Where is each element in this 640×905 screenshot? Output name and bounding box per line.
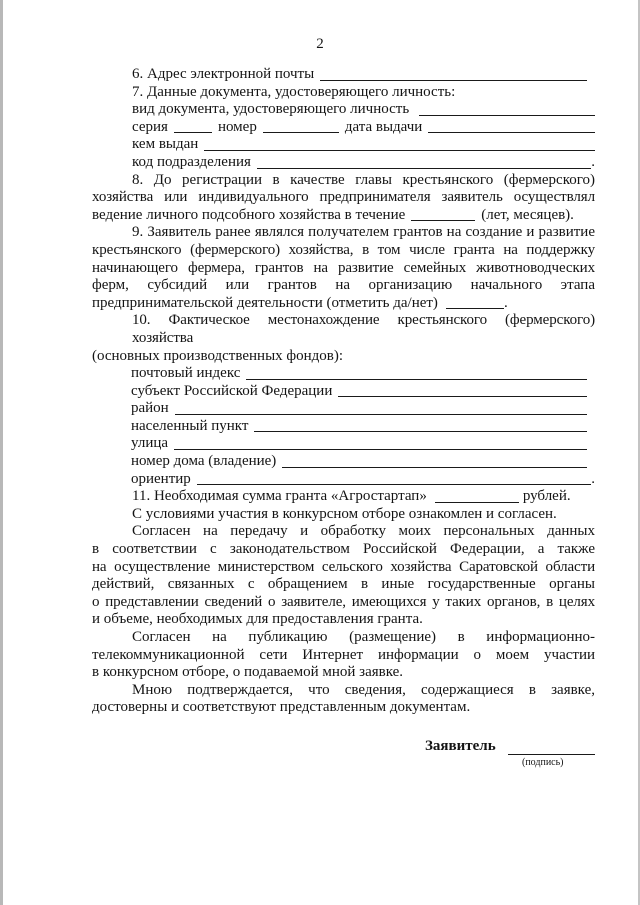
item8-line3-end: (лет, месяцев). — [481, 206, 574, 223]
lph-period-field[interactable] — [411, 207, 475, 221]
postal-row — [92, 365, 595, 383]
publication-line3: в конкурсном отборе, о подаваемой мной заявке. — [92, 664, 404, 681]
district-label: район — [131, 400, 169, 417]
issued-by-label: кем выдан — [132, 136, 199, 153]
publication-line1: Согласен на публикацию (размещение) в информационно- — [132, 629, 595, 645]
item9-line5 — [92, 295, 595, 313]
issued-by-field[interactable] — [204, 137, 595, 151]
page-number: 2 — [316, 36, 324, 52]
form-body — [92, 66, 595, 717]
series-row — [92, 119, 595, 137]
region-row — [92, 383, 595, 401]
issued-by-row — [92, 136, 595, 154]
signature-field[interactable] — [508, 754, 595, 755]
region-label: субъект Российской Федерации — [131, 382, 333, 399]
item8-line1: 8. До регистрации в качестве главы крестьянского (фермерского) — [132, 171, 595, 188]
personal-data-line4: действий, связанных с обращением в иные государственные органы — [92, 576, 595, 593]
region-field[interactable] — [338, 383, 587, 397]
personal-data-line1: Согласен на передачу и обработку моих персональных данных — [132, 523, 595, 540]
street-row — [92, 435, 595, 453]
id-doc-heading: 7. Данные документа, удостоверяющего личность: — [132, 83, 456, 100]
series-field[interactable] — [174, 119, 212, 133]
doc-type-label: вид документа, удостоверяющего личность — [132, 101, 410, 118]
grant-amount-field[interactable] — [435, 489, 519, 503]
landmark-period: . — [591, 470, 595, 487]
email-row — [92, 66, 595, 84]
item10-line2: (основных производственных фондов): — [92, 347, 344, 364]
number-field[interactable] — [263, 119, 339, 133]
item8-line3-start: ведение личного подсобного хозяйства в течение — [92, 206, 406, 223]
division-code-field[interactable] — [257, 155, 591, 169]
item9-line2: крестьянского (фермерского) хозяйства, в том числе гранта на поддержку — [92, 241, 595, 258]
postal-label: почтовый индекс — [131, 365, 241, 382]
personal-data-line3: на осуществление министерством сельского хозяйства Саратовской области — [92, 558, 595, 575]
publication-line2: телекоммуникационной сети Интернет информации о моем участии — [92, 646, 595, 663]
scan-left-edge — [0, 0, 3, 905]
conditions-consent: С условиями участия в конкурсном отборе ознакомлен и согласен. — [132, 505, 557, 522]
postal-field[interactable] — [246, 366, 587, 380]
landmark-label: ориентир — [131, 470, 191, 487]
doc-type-row — [92, 101, 595, 119]
item10-line1: 10. Фактическое местонахождение крестьянского (фермерского) хозяйства — [132, 312, 595, 346]
locality-row — [92, 418, 595, 436]
confirm-line1: Мною подтверждается, что сведения, содержащиеся в заявке, — [132, 681, 595, 698]
street-field[interactable] — [174, 436, 587, 450]
house-row — [92, 453, 595, 471]
signature-block — [425, 738, 605, 768]
personal-data-line6: и объеме, необходимых для предоставления гранта. — [92, 611, 423, 628]
district-row — [92, 400, 595, 418]
landmark-field[interactable] — [197, 471, 591, 485]
email-field[interactable] — [320, 67, 587, 81]
landmark-row — [92, 471, 595, 489]
item9-line4: ферм, субсидий или грантов на организацию начального этапа — [92, 277, 595, 294]
signature-hint: (подпись) — [522, 757, 564, 768]
item9-line1: 9. Заявитель ранее являлся получателем грантов на создание и развитие — [132, 224, 595, 241]
house-field[interactable] — [282, 454, 587, 468]
personal-data-line5: о представлении сведений о заявителе, имеющихся у таких органов, в целях — [92, 593, 595, 610]
email-label: 6. Адрес электронной почты — [132, 66, 315, 82]
item11-row — [92, 488, 595, 506]
item11-label: 11. Необходимая сумма гранта «Агростартап» — [132, 488, 427, 505]
item9-line5-start: предпринимательской деятельности (отметить да/нет) — [92, 294, 438, 311]
division-code-period: . — [591, 153, 595, 170]
prior-grant-field[interactable] — [446, 295, 504, 309]
house-label: номер дома (владение) — [131, 453, 277, 470]
doc-type-field[interactable] — [419, 102, 595, 116]
item11-currency: рублей. — [522, 488, 571, 505]
issue-date-label: дата выдачи — [344, 118, 423, 135]
item9-period: . — [503, 294, 508, 311]
item8-line3 — [92, 207, 595, 225]
item8-line2: хозяйства или индивидуального предпринимателя заявитель осуществлял — [92, 189, 595, 206]
locality-field[interactable] — [254, 418, 587, 432]
division-code-row — [92, 154, 595, 172]
locality-label: населенный пункт — [131, 417, 249, 434]
issue-date-field[interactable] — [428, 119, 595, 133]
confirm-line2: достоверны и соответствуют представленным документам. — [92, 699, 471, 716]
division-code-label: код подразделения — [132, 153, 251, 170]
district-field[interactable] — [175, 401, 587, 415]
item9-line3: начинающего фермера, грантов на развитие семейных животноводческих — [92, 259, 595, 276]
series-label: серия — [132, 118, 168, 135]
signature-label: Заявитель — [425, 738, 496, 754]
street-label: улица — [131, 435, 169, 452]
personal-data-line2: в соответствии с законодательством Российской Федерации, а также — [92, 541, 595, 558]
number-label: номер — [217, 118, 257, 135]
